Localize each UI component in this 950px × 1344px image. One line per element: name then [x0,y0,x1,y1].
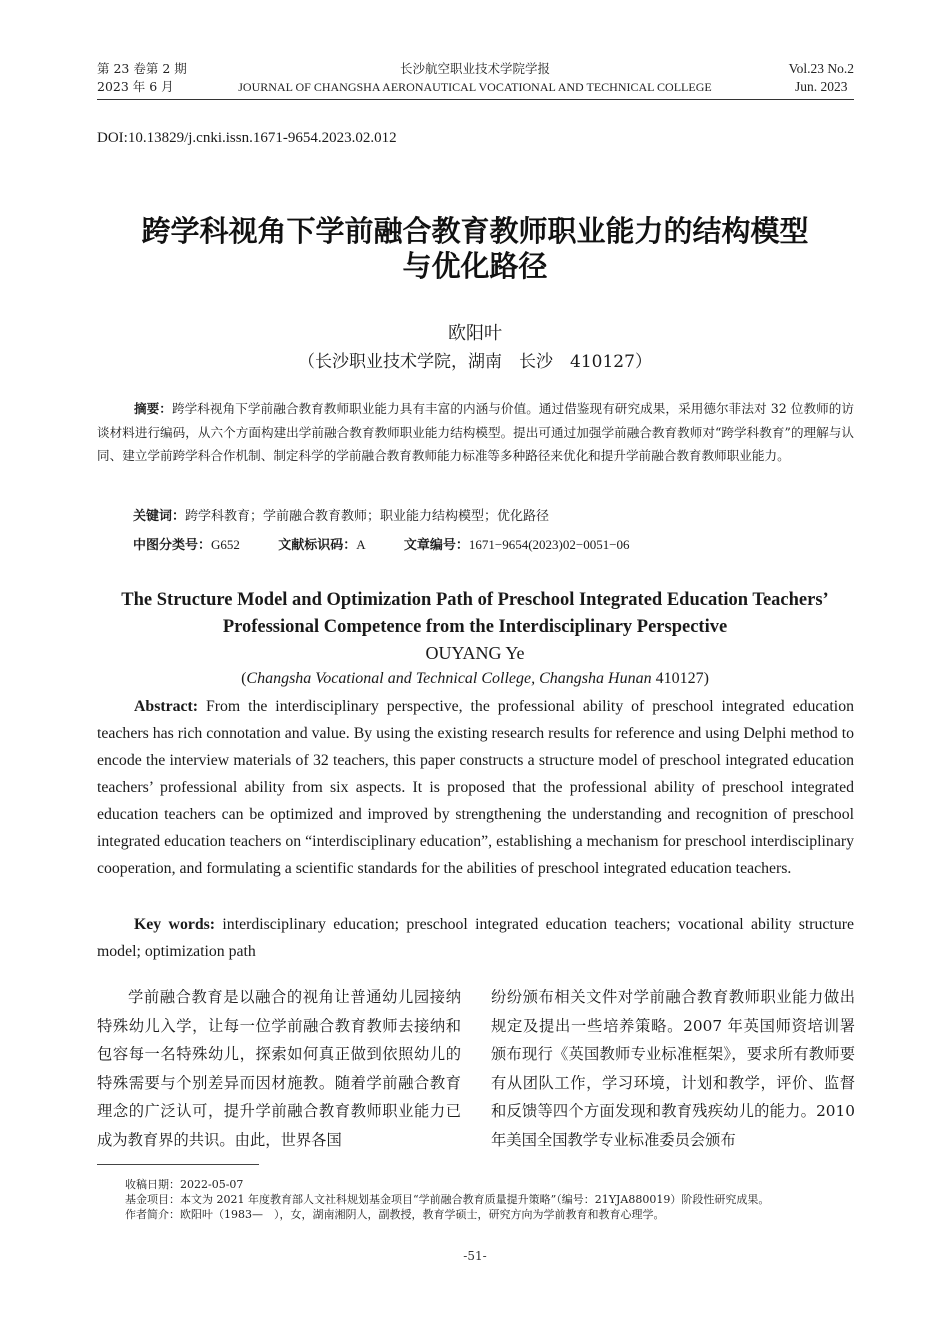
en-abstract [97,693,854,882]
zh-keywords-label: 关键词： [133,509,186,524]
zh-keywords-text: 跨学科教育；学前融合教育教师；职业能力结构模型；优化路径 [185,509,550,524]
paper-title [80,214,870,284]
en-keywords-text: interdisciplinary education; preschool integrated education teachers; vocational ability structure model; optimization path [97,916,854,960]
header-month: Jun. 2023 [795,79,848,94]
header-date: 2023 年 6 月 [97,79,174,94]
body-column-left: 学前融合教育是以融合的视角让普通幼儿园接纳特殊幼儿入学，让每一位学前融合教育教师去接纳和包容每一名特殊幼儿，探索如何真正做到依照幼儿的特殊需要与个别差异而因材施教。随着学前融合教育理念的广泛认可，提升学前融合教育教师职业能力已成为教育界的共识。由此，世界各国 [97,988,461,1149]
zh-abstract [97,397,854,468]
header-journal [200,60,750,96]
en-abstract-label: Abstract: [134,698,199,715]
en-abstract-text: From the interdisciplinary perspective, the professional ability of preschool integrated education teachers has rich connotation and value. By using the existing research results for reference and using Delphi method to encode the interview materials of 32 teachers, this paper constructs a structure model of preschool integrated education teachers’ professional ability from six aspects. It is proposed that the professional ability of preschool integrated education teachers can be optimized and improved by strengthening the understanding and recognition of preschool integrated education teachers on “interdisciplinary education”, establishing a mechanism for preschool interdisciplinary cooperation, and formulating a scientific standards for the abilities of preschool integrated education teachers. [97,698,854,877]
en-title-line1: The Structure Model and Optimization Path of Preschool Integrated Education Teachers’ [121,590,829,610]
en-affiliation: (Changsha Vocational and Technical College, Changsha Hunan 410127) [241,670,709,687]
header-journal-zh: 长沙航空职业技术学院学报 [399,61,550,76]
article-number-value: 1671−9654(2023)02−0051−06 [468,537,630,552]
doc-code-value: A [356,537,366,552]
zh-abstract-text: 跨学科视角下学前融合教育教师职业能力具有丰富的内涵与价值。通过借鉴现有研究成果，采用德尔菲法对 32 位教师的访谈材料进行编码，从六个方面构建出学前融合教育教师职业能力结构模型。提出可通过加强学前融合教育教师对“跨学科教育”的理解与认同、建立学前跨学科合作机制、制定科学的学前融合教育教师能力标准等多种路径来优化和提升学前融合教育教师职业能力。 [97,401,854,464]
header-volume [97,60,187,96]
clc-label: 中图分类号： [133,538,212,553]
classification-line [133,535,630,556]
en-title [60,587,890,641]
en-title-line2: Professional Competence from the Interdisciplinary Perspective [222,617,728,637]
footnote-rule [97,1164,259,1165]
paper-title-line1: 跨学科视角下学前融合教育教师职业能力的结构模型 [141,214,809,248]
en-keywords-label: Key words: [134,916,216,933]
header-rule [97,99,854,100]
en-keywords [97,911,854,965]
header-journal-en: JOURNAL OF CHANGSHA AERONAUTICAL VOCATIONAL AND TECHNICAL COLLEGE [238,80,712,94]
footnotes [125,1177,865,1222]
page-number: -51- [463,1249,487,1263]
author-name: 欧阳叶 [448,323,502,344]
doi: DOI:10.13829/j.cnki.issn.1671-9654.2023.02.012 [97,130,397,146]
doc-code-label: 文献标识码： [278,538,357,553]
header-volume-issue: 第 23 卷第 2 期 [97,61,187,76]
paper-title-line2: 与优化路径 [402,249,548,283]
clc-value: G652 [211,537,240,552]
zh-keywords [133,507,549,527]
en-author: OUYANG Ye [425,643,525,663]
body-column-right: 纷纷颁布相关文件对学前融合教育教师职业能力做出规定及提出一些培养策略。2007 年英国师资培训署颁布现行《英国教师专业标准框架》，要求所有教师要有从团队工作，学习环境，计划和教学，评价、监督和反馈等四个方面发现和教育残疾幼儿的能力。2010 年美国全国教学专业标准委员会颁布 [491,988,855,1149]
zh-abstract-label: 摘要： [134,401,172,416]
author-affiliation: （长沙职业技术学院，湖南 长沙 410127） [298,352,652,372]
en-affiliation-italic: Changsha Vocational and Technical College, Changsha Hunan [246,670,652,687]
header-vol-no: Vol.23 No.2 [788,61,854,76]
footnote-fund: 基金项目：本文为 2021 年度教育部人文社科规划基金项目“学前融合教育质量提升策略”（编号：21YJA880019）阶段性研究成果。 [125,1193,770,1206]
article-number-label: 文章编号： [403,538,469,553]
header-volume-en [789,60,854,96]
footnote-bio: 作者简介：欧阳叶（1983— ），女，湖南湘阴人，副教授，教育学硕士，研究方向为学前教育和教育心理学。 [125,1208,665,1221]
footnote-received: 收稿日期：2022-05-07 [125,1178,244,1191]
